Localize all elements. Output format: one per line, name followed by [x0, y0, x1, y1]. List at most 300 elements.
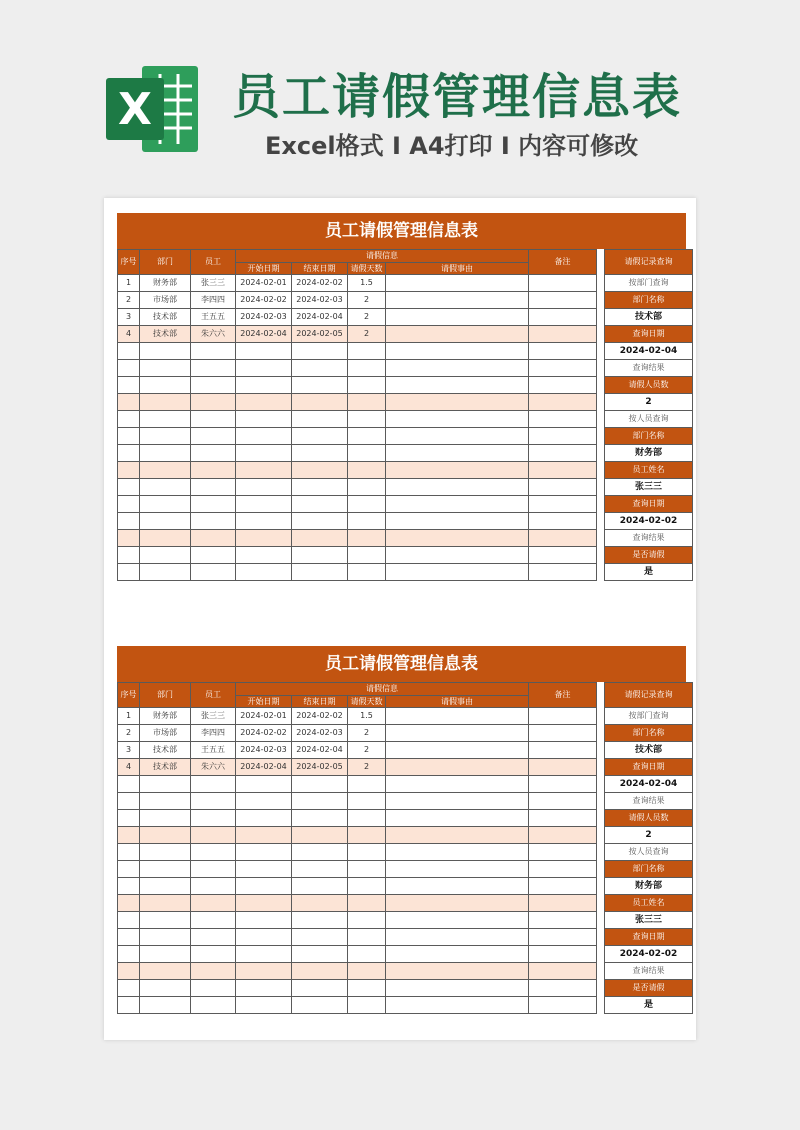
cell-days[interactable]: [348, 980, 386, 997]
cell-reason[interactable]: [386, 912, 529, 929]
cell-days[interactable]: [348, 827, 386, 844]
cell-remark[interactable]: [529, 759, 597, 776]
cell-remark[interactable]: [529, 793, 597, 810]
cell-dept[interactable]: 财务部: [140, 708, 191, 725]
cell-end-date[interactable]: [292, 827, 348, 844]
cell-start-date[interactable]: [236, 929, 292, 946]
cell-start-date[interactable]: [236, 793, 292, 810]
cell-dept[interactable]: 技术部: [140, 742, 191, 759]
cell-end-date[interactable]: [292, 377, 348, 394]
cell-start-date[interactable]: [236, 496, 292, 513]
cell-reason[interactable]: [386, 963, 529, 980]
cell-start-date[interactable]: 2024-02-03: [236, 309, 292, 326]
cell-days[interactable]: [348, 895, 386, 912]
cell-reason[interactable]: [386, 997, 529, 1014]
cell-end-date[interactable]: [292, 394, 348, 411]
cell-reason[interactable]: [386, 292, 529, 309]
cell-dept[interactable]: [140, 479, 191, 496]
cell-seq[interactable]: [118, 564, 140, 581]
cell-start-date[interactable]: [236, 530, 292, 547]
cell-reason[interactable]: [386, 547, 529, 564]
cell-days[interactable]: 2: [348, 309, 386, 326]
cell-end-date[interactable]: [292, 980, 348, 997]
cell-start-date[interactable]: [236, 776, 292, 793]
cell-employee[interactable]: [191, 530, 236, 547]
cell-remark[interactable]: [529, 776, 597, 793]
cell-employee[interactable]: [191, 963, 236, 980]
cell-dept[interactable]: [140, 946, 191, 963]
cell-end-date[interactable]: 2024-02-04: [292, 309, 348, 326]
cell-dept[interactable]: [140, 878, 191, 895]
cell-start-date[interactable]: [236, 564, 292, 581]
cell-end-date[interactable]: [292, 793, 348, 810]
cell-reason[interactable]: [386, 479, 529, 496]
cell-seq[interactable]: [118, 411, 140, 428]
side-query-cell[interactable]: 是: [605, 564, 693, 581]
cell-start-date[interactable]: [236, 844, 292, 861]
side-query-cell[interactable]: 财务部: [605, 445, 693, 462]
cell-start-date[interactable]: [236, 394, 292, 411]
cell-seq[interactable]: [118, 895, 140, 912]
cell-days[interactable]: [348, 377, 386, 394]
cell-employee[interactable]: [191, 343, 236, 360]
cell-start-date[interactable]: [236, 343, 292, 360]
cell-start-date[interactable]: [236, 462, 292, 479]
cell-seq[interactable]: [118, 445, 140, 462]
cell-days[interactable]: [348, 844, 386, 861]
cell-reason[interactable]: [386, 462, 529, 479]
cell-seq[interactable]: [118, 929, 140, 946]
cell-reason[interactable]: [386, 394, 529, 411]
cell-days[interactable]: 2: [348, 725, 386, 742]
cell-seq[interactable]: 4: [118, 326, 140, 343]
cell-days[interactable]: [348, 929, 386, 946]
cell-end-date[interactable]: 2024-02-05: [292, 759, 348, 776]
cell-days[interactable]: [348, 963, 386, 980]
cell-end-date[interactable]: [292, 929, 348, 946]
cell-reason[interactable]: [386, 725, 529, 742]
cell-remark[interactable]: [529, 827, 597, 844]
cell-seq[interactable]: [118, 793, 140, 810]
cell-end-date[interactable]: [292, 496, 348, 513]
cell-employee[interactable]: 张三三: [191, 275, 236, 292]
cell-remark[interactable]: [529, 479, 597, 496]
cell-employee[interactable]: [191, 861, 236, 878]
cell-employee[interactable]: 王五五: [191, 309, 236, 326]
cell-end-date[interactable]: [292, 411, 348, 428]
cell-remark[interactable]: [529, 844, 597, 861]
cell-remark[interactable]: [529, 326, 597, 343]
cell-reason[interactable]: [386, 946, 529, 963]
cell-dept[interactable]: 技术部: [140, 759, 191, 776]
cell-days[interactable]: [348, 861, 386, 878]
cell-employee[interactable]: [191, 878, 236, 895]
cell-end-date[interactable]: [292, 844, 348, 861]
cell-employee[interactable]: [191, 479, 236, 496]
cell-dept[interactable]: 市场部: [140, 292, 191, 309]
cell-reason[interactable]: [386, 275, 529, 292]
cell-dept[interactable]: [140, 810, 191, 827]
cell-dept[interactable]: 技术部: [140, 326, 191, 343]
cell-dept[interactable]: [140, 980, 191, 997]
cell-dept[interactable]: 财务部: [140, 275, 191, 292]
cell-days[interactable]: [348, 428, 386, 445]
cell-employee[interactable]: [191, 980, 236, 997]
cell-reason[interactable]: [386, 530, 529, 547]
cell-days[interactable]: 1.5: [348, 275, 386, 292]
cell-reason[interactable]: [386, 326, 529, 343]
cell-end-date[interactable]: [292, 810, 348, 827]
cell-remark[interactable]: [529, 411, 597, 428]
cell-seq[interactable]: 2: [118, 292, 140, 309]
cell-dept[interactable]: [140, 445, 191, 462]
cell-reason[interactable]: [386, 980, 529, 997]
cell-days[interactable]: [348, 445, 386, 462]
cell-reason[interactable]: [386, 759, 529, 776]
cell-employee[interactable]: [191, 428, 236, 445]
cell-dept[interactable]: [140, 360, 191, 377]
cell-seq[interactable]: [118, 394, 140, 411]
cell-seq[interactable]: [118, 547, 140, 564]
cell-seq[interactable]: [118, 844, 140, 861]
cell-seq[interactable]: [118, 827, 140, 844]
cell-employee[interactable]: 张三三: [191, 708, 236, 725]
cell-days[interactable]: [348, 997, 386, 1014]
cell-end-date[interactable]: [292, 963, 348, 980]
cell-start-date[interactable]: 2024-02-02: [236, 725, 292, 742]
cell-seq[interactable]: [118, 776, 140, 793]
cell-remark[interactable]: [529, 360, 597, 377]
cell-employee[interactable]: [191, 377, 236, 394]
cell-seq[interactable]: 3: [118, 309, 140, 326]
cell-dept[interactable]: [140, 844, 191, 861]
cell-days[interactable]: [348, 360, 386, 377]
cell-dept[interactable]: [140, 462, 191, 479]
cell-start-date[interactable]: [236, 878, 292, 895]
cell-seq[interactable]: 2: [118, 725, 140, 742]
cell-dept[interactable]: [140, 394, 191, 411]
cell-remark[interactable]: [529, 564, 597, 581]
cell-dept[interactable]: [140, 861, 191, 878]
cell-dept[interactable]: [140, 997, 191, 1014]
cell-dept[interactable]: [140, 343, 191, 360]
cell-start-date[interactable]: 2024-02-03: [236, 742, 292, 759]
cell-end-date[interactable]: [292, 479, 348, 496]
cell-start-date[interactable]: [236, 861, 292, 878]
cell-start-date[interactable]: [236, 997, 292, 1014]
cell-employee[interactable]: [191, 513, 236, 530]
cell-remark[interactable]: [529, 547, 597, 564]
side-query-cell[interactable]: 2024-02-02: [605, 946, 693, 963]
cell-employee[interactable]: [191, 912, 236, 929]
cell-days[interactable]: 2: [348, 742, 386, 759]
cell-reason[interactable]: [386, 742, 529, 759]
cell-end-date[interactable]: [292, 513, 348, 530]
cell-days[interactable]: [348, 394, 386, 411]
cell-reason[interactable]: [386, 776, 529, 793]
cell-reason[interactable]: [386, 895, 529, 912]
cell-start-date[interactable]: [236, 810, 292, 827]
cell-employee[interactable]: [191, 997, 236, 1014]
cell-employee[interactable]: [191, 776, 236, 793]
cell-employee[interactable]: 朱六六: [191, 326, 236, 343]
cell-remark[interactable]: [529, 462, 597, 479]
cell-days[interactable]: [348, 513, 386, 530]
cell-end-date[interactable]: [292, 343, 348, 360]
cell-end-date[interactable]: 2024-02-02: [292, 275, 348, 292]
cell-employee[interactable]: [191, 810, 236, 827]
cell-end-date[interactable]: 2024-02-03: [292, 725, 348, 742]
side-query-cell[interactable]: 技术部: [605, 309, 693, 326]
cell-seq[interactable]: [118, 428, 140, 445]
cell-days[interactable]: [348, 530, 386, 547]
cell-days[interactable]: [348, 776, 386, 793]
cell-remark[interactable]: [529, 343, 597, 360]
cell-employee[interactable]: [191, 360, 236, 377]
cell-employee[interactable]: [191, 827, 236, 844]
side-query-cell[interactable]: 财务部: [605, 878, 693, 895]
cell-dept[interactable]: [140, 411, 191, 428]
cell-employee[interactable]: [191, 793, 236, 810]
cell-employee[interactable]: [191, 844, 236, 861]
cell-end-date[interactable]: [292, 895, 348, 912]
cell-days[interactable]: [348, 496, 386, 513]
cell-end-date[interactable]: [292, 360, 348, 377]
cell-end-date[interactable]: [292, 445, 348, 462]
cell-end-date[interactable]: 2024-02-04: [292, 742, 348, 759]
cell-days[interactable]: 2: [348, 759, 386, 776]
cell-remark[interactable]: [529, 428, 597, 445]
cell-remark[interactable]: [529, 980, 597, 997]
cell-seq[interactable]: [118, 861, 140, 878]
cell-seq[interactable]: [118, 980, 140, 997]
cell-dept[interactable]: [140, 530, 191, 547]
cell-start-date[interactable]: 2024-02-02: [236, 292, 292, 309]
side-query-cell[interactable]: 2: [605, 394, 693, 411]
cell-start-date[interactable]: [236, 827, 292, 844]
cell-remark[interactable]: [529, 861, 597, 878]
cell-days[interactable]: [348, 912, 386, 929]
cell-seq[interactable]: 4: [118, 759, 140, 776]
cell-dept[interactable]: [140, 929, 191, 946]
cell-employee[interactable]: 王五五: [191, 742, 236, 759]
cell-dept[interactable]: [140, 776, 191, 793]
cell-end-date[interactable]: [292, 462, 348, 479]
cell-remark[interactable]: [529, 708, 597, 725]
side-query-cell[interactable]: 张三三: [605, 479, 693, 496]
cell-remark[interactable]: [529, 810, 597, 827]
cell-reason[interactable]: [386, 309, 529, 326]
cell-days[interactable]: [348, 878, 386, 895]
cell-start-date[interactable]: [236, 980, 292, 997]
cell-days[interactable]: [348, 462, 386, 479]
cell-days[interactable]: [348, 479, 386, 496]
cell-dept[interactable]: [140, 513, 191, 530]
cell-dept[interactable]: [140, 547, 191, 564]
cell-seq[interactable]: [118, 878, 140, 895]
cell-days[interactable]: 2: [348, 292, 386, 309]
cell-reason[interactable]: [386, 513, 529, 530]
cell-end-date[interactable]: 2024-02-05: [292, 326, 348, 343]
cell-seq[interactable]: [118, 377, 140, 394]
cell-seq[interactable]: 3: [118, 742, 140, 759]
cell-days[interactable]: [348, 793, 386, 810]
cell-start-date[interactable]: 2024-02-01: [236, 275, 292, 292]
cell-employee[interactable]: [191, 929, 236, 946]
cell-start-date[interactable]: [236, 946, 292, 963]
cell-remark[interactable]: [529, 496, 597, 513]
cell-days[interactable]: 1.5: [348, 708, 386, 725]
side-query-cell[interactable]: 2024-02-04: [605, 343, 693, 360]
cell-remark[interactable]: [529, 929, 597, 946]
cell-start-date[interactable]: [236, 895, 292, 912]
cell-end-date[interactable]: [292, 912, 348, 929]
side-query-cell[interactable]: 是: [605, 997, 693, 1014]
cell-days[interactable]: [348, 946, 386, 963]
cell-reason[interactable]: [386, 428, 529, 445]
cell-remark[interactable]: [529, 530, 597, 547]
cell-reason[interactable]: [386, 708, 529, 725]
cell-remark[interactable]: [529, 725, 597, 742]
cell-employee[interactable]: [191, 445, 236, 462]
cell-dept[interactable]: [140, 793, 191, 810]
cell-start-date[interactable]: 2024-02-04: [236, 759, 292, 776]
cell-end-date[interactable]: [292, 776, 348, 793]
cell-dept[interactable]: [140, 428, 191, 445]
cell-days[interactable]: [348, 411, 386, 428]
cell-start-date[interactable]: [236, 513, 292, 530]
cell-remark[interactable]: [529, 292, 597, 309]
cell-start-date[interactable]: 2024-02-04: [236, 326, 292, 343]
cell-end-date[interactable]: [292, 878, 348, 895]
cell-remark[interactable]: [529, 946, 597, 963]
cell-reason[interactable]: [386, 793, 529, 810]
cell-days[interactable]: [348, 564, 386, 581]
cell-start-date[interactable]: [236, 479, 292, 496]
cell-remark[interactable]: [529, 997, 597, 1014]
side-query-cell[interactable]: 张三三: [605, 912, 693, 929]
cell-remark[interactable]: [529, 878, 597, 895]
cell-reason[interactable]: [386, 343, 529, 360]
cell-dept[interactable]: [140, 895, 191, 912]
side-query-cell[interactable]: 2: [605, 827, 693, 844]
cell-remark[interactable]: [529, 963, 597, 980]
cell-remark[interactable]: [529, 912, 597, 929]
cell-remark[interactable]: [529, 377, 597, 394]
cell-reason[interactable]: [386, 810, 529, 827]
cell-reason[interactable]: [386, 929, 529, 946]
cell-reason[interactable]: [386, 844, 529, 861]
cell-employee[interactable]: [191, 564, 236, 581]
cell-employee[interactable]: [191, 496, 236, 513]
cell-end-date[interactable]: 2024-02-03: [292, 292, 348, 309]
cell-start-date[interactable]: [236, 547, 292, 564]
cell-seq[interactable]: 1: [118, 275, 140, 292]
cell-end-date[interactable]: [292, 946, 348, 963]
cell-dept[interactable]: [140, 827, 191, 844]
cell-start-date[interactable]: [236, 360, 292, 377]
cell-end-date[interactable]: [292, 530, 348, 547]
cell-start-date[interactable]: [236, 411, 292, 428]
cell-employee[interactable]: [191, 411, 236, 428]
cell-employee[interactable]: [191, 394, 236, 411]
cell-reason[interactable]: [386, 411, 529, 428]
cell-end-date[interactable]: [292, 997, 348, 1014]
cell-start-date[interactable]: [236, 445, 292, 462]
cell-employee[interactable]: 李四四: [191, 292, 236, 309]
cell-seq[interactable]: [118, 530, 140, 547]
cell-seq[interactable]: [118, 496, 140, 513]
cell-dept[interactable]: [140, 564, 191, 581]
cell-remark[interactable]: [529, 394, 597, 411]
cell-seq[interactable]: [118, 360, 140, 377]
cell-seq[interactable]: [118, 513, 140, 530]
cell-dept[interactable]: [140, 377, 191, 394]
cell-start-date[interactable]: [236, 912, 292, 929]
cell-days[interactable]: 2: [348, 326, 386, 343]
cell-dept[interactable]: [140, 496, 191, 513]
cell-end-date[interactable]: [292, 547, 348, 564]
cell-employee[interactable]: 朱六六: [191, 759, 236, 776]
cell-reason[interactable]: [386, 827, 529, 844]
cell-seq[interactable]: [118, 343, 140, 360]
cell-seq[interactable]: [118, 462, 140, 479]
side-query-cell[interactable]: 2024-02-02: [605, 513, 693, 530]
cell-end-date[interactable]: [292, 861, 348, 878]
cell-reason[interactable]: [386, 377, 529, 394]
cell-days[interactable]: [348, 547, 386, 564]
cell-start-date[interactable]: [236, 428, 292, 445]
cell-seq[interactable]: [118, 946, 140, 963]
cell-start-date[interactable]: 2024-02-01: [236, 708, 292, 725]
cell-reason[interactable]: [386, 861, 529, 878]
cell-dept[interactable]: [140, 912, 191, 929]
cell-remark[interactable]: [529, 895, 597, 912]
cell-employee[interactable]: [191, 895, 236, 912]
cell-reason[interactable]: [386, 445, 529, 462]
cell-days[interactable]: [348, 343, 386, 360]
cell-remark[interactable]: [529, 513, 597, 530]
cell-seq[interactable]: [118, 912, 140, 929]
cell-start-date[interactable]: [236, 377, 292, 394]
cell-end-date[interactable]: 2024-02-02: [292, 708, 348, 725]
cell-reason[interactable]: [386, 496, 529, 513]
cell-reason[interactable]: [386, 360, 529, 377]
cell-days[interactable]: [348, 810, 386, 827]
cell-seq[interactable]: [118, 810, 140, 827]
cell-employee[interactable]: [191, 547, 236, 564]
side-query-cell[interactable]: 2024-02-04: [605, 776, 693, 793]
cell-employee[interactable]: 李四四: [191, 725, 236, 742]
cell-seq[interactable]: [118, 479, 140, 496]
cell-seq[interactable]: 1: [118, 708, 140, 725]
cell-dept[interactable]: 技术部: [140, 309, 191, 326]
cell-reason[interactable]: [386, 878, 529, 895]
cell-remark[interactable]: [529, 445, 597, 462]
cell-end-date[interactable]: [292, 564, 348, 581]
cell-seq[interactable]: [118, 997, 140, 1014]
cell-remark[interactable]: [529, 275, 597, 292]
cell-remark[interactable]: [529, 742, 597, 759]
cell-employee[interactable]: [191, 462, 236, 479]
cell-dept[interactable]: [140, 963, 191, 980]
cell-start-date[interactable]: [236, 963, 292, 980]
cell-end-date[interactable]: [292, 428, 348, 445]
cell-seq[interactable]: [118, 963, 140, 980]
cell-reason[interactable]: [386, 564, 529, 581]
cell-dept[interactable]: 市场部: [140, 725, 191, 742]
cell-employee[interactable]: [191, 946, 236, 963]
